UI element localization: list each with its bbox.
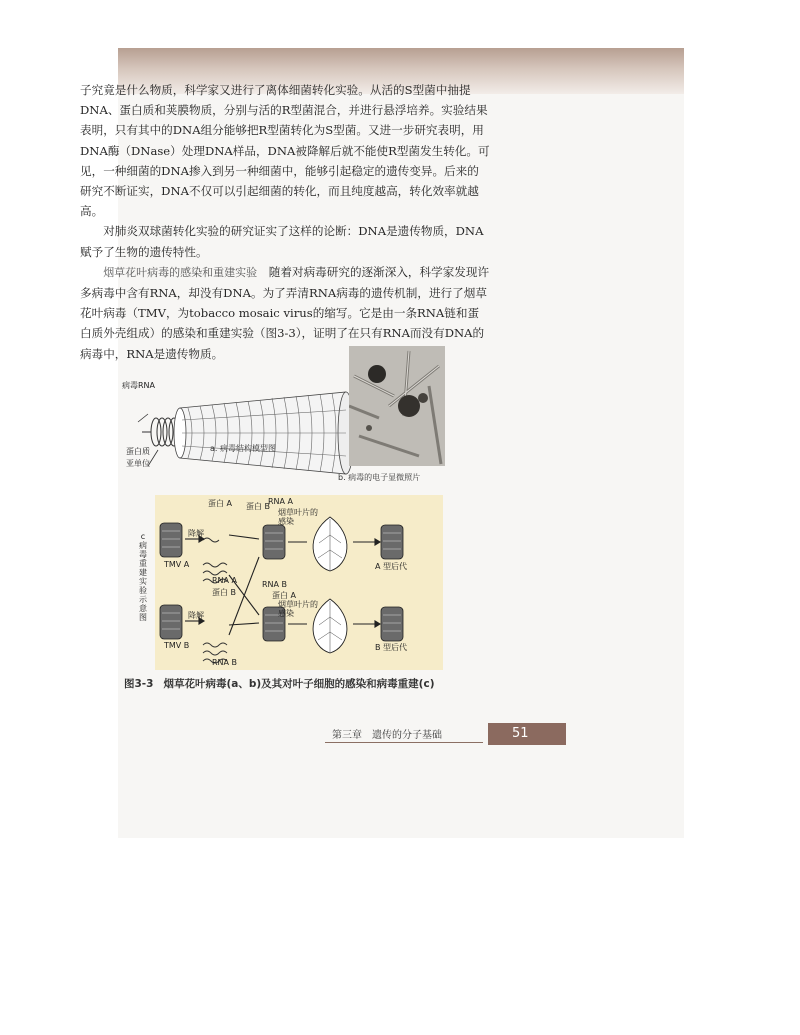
label-offspring-a: A 型后代 (375, 562, 408, 571)
label-protein-b-top: 蛋白 B (246, 502, 271, 511)
label-degrade-1: 降解 (188, 529, 204, 538)
footer-rule (325, 742, 483, 743)
label-protein-a-top: 蛋白 A (208, 499, 233, 508)
label-protein-1: 蛋白质 (126, 447, 150, 456)
page-number: 51 (488, 723, 566, 745)
label-rna-b-bottom: RNA B (212, 658, 238, 667)
label-degrade-2: 降解 (188, 611, 204, 620)
figure-caption (124, 676, 435, 691)
label-virus-rna: 病毒RNA (122, 381, 156, 390)
body-text (80, 80, 490, 364)
paragraph-conclusion: 对肺炎双球菌转化实验的研究证实了这样的论断：DNA是遗传物质，DNA赋予了生物的遗传特性。 (80, 224, 484, 259)
footer-chapter-title: 第三章 遗传的分子基础 (332, 730, 442, 741)
label-protein-a-mid: 蛋白 A (272, 591, 297, 600)
figure-caption-text: 烟草花叶病毒(a、b)及其对叶子细胞的感染和病毒重建(c) (163, 678, 435, 690)
figure-a-caption: a. 病毒结构模型图 (210, 444, 276, 453)
figure-c-vertical-label: c 病毒重建实验示意图 (139, 532, 147, 622)
label-offspring-b: B 型后代 (375, 643, 408, 652)
label-protein-b-mid: 蛋白 B (212, 588, 237, 597)
label-rna-a-mid: RNA A (212, 576, 238, 585)
section-lead-in: 烟草花叶病毒的感染和重建实验 (103, 265, 258, 279)
label-rna-a-top: RNA A (268, 497, 294, 506)
label-tmv-a: TMV A (164, 560, 190, 569)
label-infect-1: 烟草叶片的感染 (278, 508, 318, 526)
figure-caption-number: 图3-3 (124, 678, 154, 690)
paragraph-transformation: 子究竟是什么物质，科学家又进行了离体细菌转化实验。从活的S型菌中抽提DNA、蛋白质和荚膜物质，分别与活的R型菌混合，并进行悬浮培养。实验结果表明，只有其中的DNA组分能够把R型菌转化为S型菌。又进一步研究表明，用DNA酶（DNase）处理DNA样品，DNA被降解后就不能使R型菌发生转化。可见，一种细菌的DNA掺入到另一种细菌中，能够引起稳定的遗传变异。后来的研究不断证实，DNA不仅可以引起细菌的转化，而且纯度越高，转化效率就越高。 (80, 83, 490, 219)
label-protein-2: 亚单位 (126, 459, 150, 468)
label-rna-b-mid: RNA B (262, 580, 288, 589)
figure-b-caption: b. 病毒的电子显微照片 (338, 473, 421, 482)
electron-micrograph-image (349, 346, 445, 466)
label-tmv-b: TMV B (164, 641, 190, 650)
label-infect-2: 烟草叶片的感染 (278, 600, 318, 618)
paragraph-tmv-text: 随着对病毒研究的逐渐深入，科学家发现许多病毒中含有RNA，却没有DNA。为了弄清RNA病毒的遗传机制，进行了烟草花叶病毒（TMV，为tobacco mosaic virus的缩写。它是由一条RNA链和蛋白质外壳组成）的感染和重建实验（图3-3），证明了在只有RNA而没有DNA的病毒中，RNA是遗传物质。 (80, 264, 490, 361)
